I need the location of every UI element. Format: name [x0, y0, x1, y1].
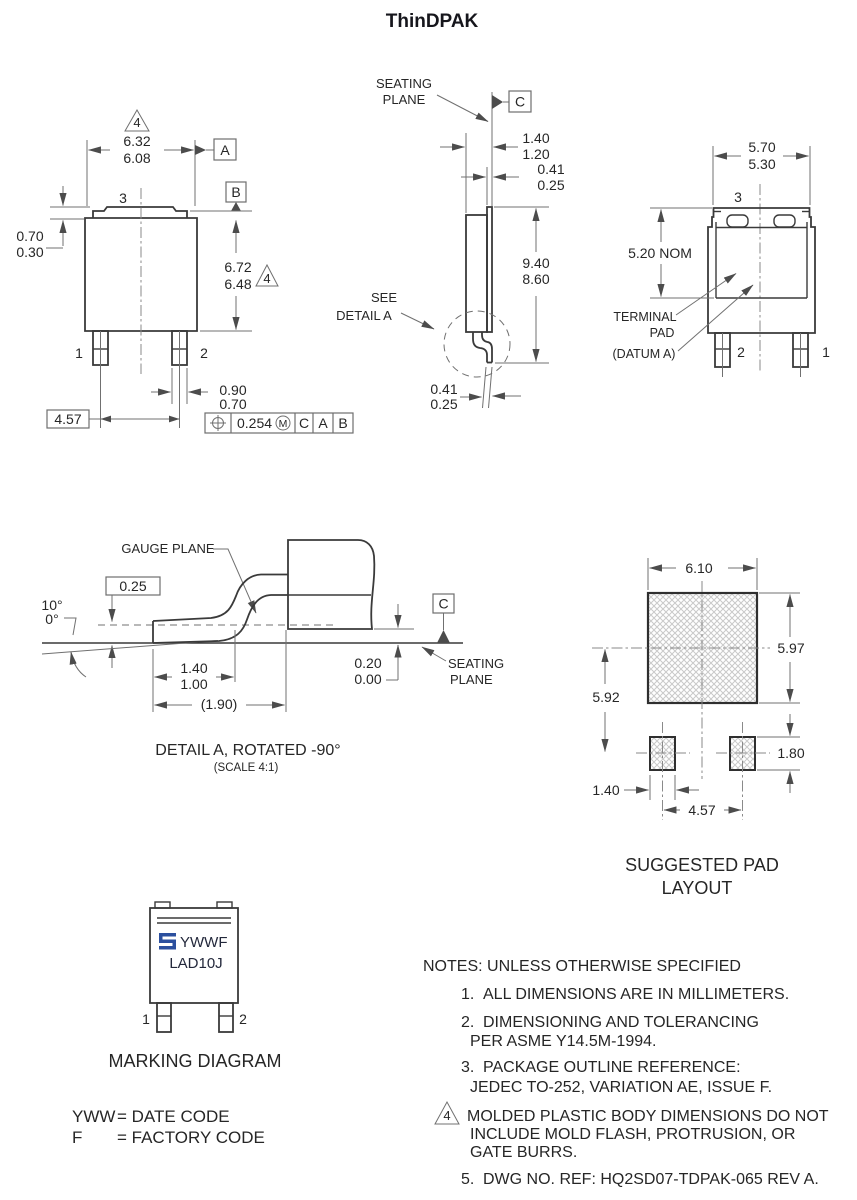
marking-row2: LAD10J [169, 955, 223, 972]
note1-num: 1. [461, 986, 475, 1003]
dim-width-min: 6.08 [123, 150, 151, 166]
marking-pin2 [219, 1003, 233, 1032]
dim-tab-t-min: 0.25 [537, 177, 565, 193]
see-detail-label-2: DETAIL A [336, 308, 392, 323]
note1-text: ALL DIMENSIONS ARE IN MILLIMETERS. [483, 986, 790, 1003]
front-pin1-label: 1 [75, 345, 83, 361]
pad-layout-caption-2: LAYOUT [661, 878, 733, 898]
datum-a-triangle-icon [195, 145, 206, 155]
fcf-modifier: M [278, 418, 288, 430]
seating-plane-label-2: PLANE [382, 92, 426, 107]
datum-a-label: A [220, 142, 230, 158]
back-pin3-label: 3 [734, 189, 742, 205]
dim-standoff-max: 0.20 [354, 655, 382, 671]
dim-pad-pitch: 4.57 [688, 802, 716, 818]
note2-text-1: DIMENSIONING AND TOLERANCING [483, 1014, 759, 1031]
dim-lead-pad-height: 1.80 [777, 745, 805, 761]
notes-header: NOTES: UNLESS OTHERWISE SPECIFIED [423, 958, 741, 975]
front-view [16, 110, 353, 433]
note2-text-2: PER ASME Y14.5M-1994. [470, 1033, 657, 1050]
marking-row1: YWWF [180, 934, 228, 951]
dim-foot-min: 1.00 [180, 676, 208, 692]
dim-angle-max: 10° [41, 597, 63, 613]
note4-text-2: INCLUDE MOLD FLASH, PROTRUSION, OR [470, 1126, 796, 1143]
gauge-plane-label: GAUGE PLANE [121, 541, 215, 556]
seating-plane-label-1: SEATING [375, 76, 433, 91]
dim-tab-w-min: 5.30 [748, 156, 776, 172]
dim-tab-min: 0.30 [16, 244, 44, 260]
dim-gauge-offset: 0.25 [119, 578, 147, 594]
datum-c-label: C [514, 93, 526, 110]
back-hole-right [774, 215, 795, 227]
dim-lead-pad-width: 1.40 [592, 782, 620, 798]
dim-width-max: 6.32 [123, 133, 151, 149]
back-pin1-label: 1 [822, 344, 830, 360]
pad-layout-caption-1: SUGGESTED PAD [625, 855, 779, 875]
legend2-value: = FACTORY CODE [117, 1128, 265, 1147]
dim-pad-height-right: 5.97 [777, 640, 805, 656]
side-body-outline [466, 215, 487, 332]
notes-section [423, 958, 829, 1188]
marking-caption: MARKING DIAGRAM [108, 1051, 282, 1071]
back-body-outline [708, 208, 815, 333]
dim-overall-max: 9.40 [522, 255, 550, 271]
datum-c-triangle-icon [492, 95, 503, 109]
fcf-datum-3: B [338, 415, 348, 431]
dim-standoff-min: 0.00 [354, 671, 382, 687]
datum-a-note-label: (DATUM A) [612, 347, 676, 361]
legend1-key: YWW [72, 1107, 116, 1126]
side-view [336, 76, 565, 412]
note3-text-2: JEDEC TO-252, VARIATION AE, ISSUE F. [470, 1079, 773, 1096]
note4-text-1: MOLDED PLASTIC BODY DIMENSIONS DO NOT [467, 1108, 829, 1125]
back-pin2-label: 2 [737, 344, 745, 360]
note4-num: 4 [443, 1108, 451, 1123]
note3-num: 3. [461, 1059, 475, 1076]
front-pin3-label: 3 [119, 190, 127, 206]
note3-text-1: PACKAGE OUTLINE REFERENCE: [483, 1059, 741, 1076]
dim-overall-min: 8.60 [522, 271, 550, 287]
detail-a-scale: (SCALE 4:1) [213, 762, 279, 774]
terminal-pad-label-2: PAD [649, 326, 675, 340]
dim-height-min: 6.48 [224, 276, 252, 292]
dim-pitch: 4.57 [54, 411, 82, 427]
dim-tab-max: 0.70 [16, 228, 44, 244]
marking-pin1-label: 1 [142, 1011, 150, 1027]
marking-pin1 [157, 1003, 171, 1032]
front-pin2-label: 2 [200, 345, 208, 361]
pad-layout-view [592, 558, 805, 898]
fcf-datum-2: A [318, 415, 328, 431]
legend1-value: = DATE CODE [117, 1107, 230, 1126]
dim-pad-width: 6.10 [685, 560, 713, 576]
fcf-datum-1: C [298, 415, 310, 431]
see-detail-label-1: SEE [370, 290, 398, 305]
back-hole-left [727, 215, 748, 227]
dim-height-max: 6.72 [224, 259, 252, 275]
dim-tab-t-max: 0.41 [537, 161, 565, 177]
dim-lead-w-max: 0.90 [219, 382, 247, 398]
detail-lead-inner [153, 595, 288, 643]
dim-pad-span: 5.92 [592, 689, 620, 705]
front-tab-outline [93, 207, 187, 218]
dim-pad-height: 5.20 NOM [628, 245, 692, 261]
note4-text-3: GATE BURRS. [470, 1144, 578, 1161]
detail-a-caption: DETAIL A, ROTATED -90° [155, 742, 341, 759]
detail-lead-outer [153, 575, 288, 622]
note2-num: 2. [461, 1014, 475, 1031]
marking-diagram [72, 902, 282, 1147]
dim-foot-max: 1.40 [180, 660, 208, 676]
dim-angle-min: 0° [45, 611, 59, 627]
side-lead-outer [473, 332, 487, 363]
detail-a-view [41, 540, 504, 774]
datum-b-label: B [231, 184, 241, 200]
side-tab-outline [487, 207, 492, 332]
dim-body-t-max: 1.40 [522, 130, 550, 146]
detail-body-outline [288, 540, 374, 629]
tsc-logo-icon [159, 933, 176, 950]
note-flag-4-label: 4 [133, 115, 141, 130]
detail-a-circle [444, 311, 510, 377]
terminal-pad-label-1: TERMINAL [613, 310, 677, 324]
dim-lead-t-min: 0.25 [430, 396, 458, 412]
legend2-key: F [72, 1128, 83, 1147]
detail-seating-label-2: PLANE [450, 672, 493, 687]
dim-body-t-min: 1.20 [522, 146, 550, 162]
detail-datum-c-label: C [438, 595, 449, 612]
feature-control-frame [205, 413, 353, 433]
detail-seating-label-1: SEATING [448, 656, 505, 671]
marking-pin2-label: 2 [239, 1011, 247, 1027]
page-title: ThinDPAK [385, 11, 479, 32]
dim-tab-w-max: 5.70 [748, 139, 776, 155]
dim-lead-w-min: 0.70 [219, 396, 247, 412]
datum-b-triangle-icon [231, 202, 241, 211]
note5-text: DWG NO. REF: HQ2SD07-TDPAK-065 REV A. [483, 1171, 819, 1188]
dim-lead-t-max: 0.41 [430, 381, 458, 397]
dim-ref-length: (1.90) [200, 696, 238, 712]
back-view [613, 139, 831, 377]
fcf-tolerance: 0.254 [237, 415, 273, 431]
detail-datum-c-triangle-icon [437, 630, 450, 643]
note5-num: 5. [461, 1171, 475, 1188]
note-flag-4b-label: 4 [263, 271, 271, 286]
